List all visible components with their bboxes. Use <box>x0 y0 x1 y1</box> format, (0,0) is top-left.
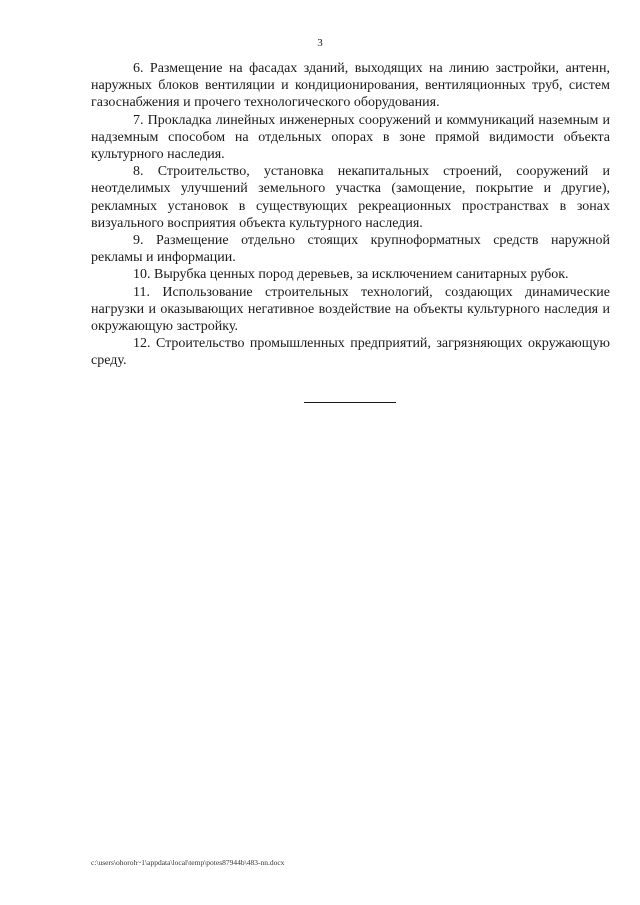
paragraph-item-9: 9. Размещение отдельно стоящих крупноформатных средств наружной рекламы и информации. <box>91 233 610 266</box>
end-separator-line <box>304 402 396 403</box>
paragraph-item-10: 10. Вырубка ценных пород деревьев, за исключением санитарных рубок. <box>133 267 569 283</box>
paragraph-item-8: 8. Строительство, установка некапитальных строений, сооружений и неотделимых улучшений земельного участка (замощение, покрытие и другие), рекламных установок в существующих рекреационных пространствах в зонах визуального восприятия объекта культурного наследия. <box>91 164 610 231</box>
footer-file-path: c:\users\ohoroh~1\appdata\local\temp\potes87944b\483-nn.docx <box>91 858 285 867</box>
document-body <box>91 60 610 370</box>
paragraph-item-6: 6. Размещение на фасадах зданий, выходящих на линию застройки, антенн, наружных блоков вентиляции и кондиционирования, вентиляционных труб, систем газоснабжения и прочего технологического оборудования. <box>91 61 610 111</box>
paragraph-item-7: 7. Прокладка линейных инженерных сооружений и коммуникаций наземным и надземным способом на отдельных опорах в зоне прямой видимости объекта культурного наследия. <box>91 112 610 163</box>
page-number: 3 <box>317 37 323 49</box>
paragraph-item-12: 12. Строительство промышленных предприятий, загрязняющих окружающую среду. <box>91 336 610 369</box>
paragraph-item-11: 11. Использование строительных технологий, создающих динамические нагрузки и оказывающих негативное воздействие на объекты культурного наследия и окружающую застройку. <box>91 284 610 335</box>
